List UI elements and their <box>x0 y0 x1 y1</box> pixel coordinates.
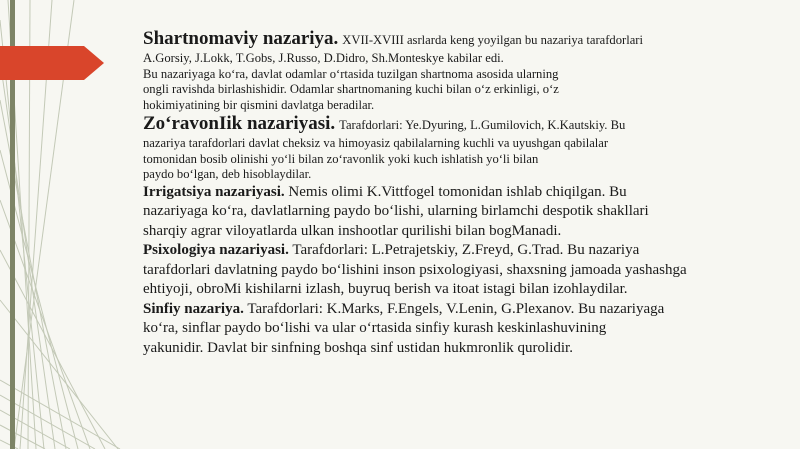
section-text: ongli ravishda birlashishidir. Odamlar shartnomaning kuchi bilan o‘z erkinligi, o‘z <box>143 82 559 96</box>
section-text: Tarafdorlari: Ye.Dyuring, L.Gumilovich, K.Kautskiy. Bu <box>339 118 626 132</box>
red-arrow-shape <box>0 46 104 80</box>
section-text: tomonidan bosib olinishi yo‘li bilan zo‘ravonlik yoki kuch ishlatish yo‘li bilan <box>143 151 539 166</box>
section-text: XVII-XVIII asrlarda keng yoyilgan bu nazariya tarafdorlari <box>342 33 643 47</box>
section-text: nazariya tarafdorlari davlat cheksiz va himoyasiz qabilalarning kuchli va uyushgan qabilalar <box>143 136 609 150</box>
section-text: sharqiy agrar viloyatlarda ulkan inshootlar qurilishi bilan bogManadi. <box>143 222 562 239</box>
section-text: ko‘ra, sinflar paydo bo‘lishi va ular o‘rtasida sinfiy kurash keskinlashuvining <box>143 320 607 336</box>
section-zoravonlik <box>143 113 773 183</box>
section-psixologiya <box>143 241 773 300</box>
section-text: paydo bo‘lgan, deb hisoblaydilar. <box>143 167 312 181</box>
section-title: Sinfiy nazariya. <box>143 300 244 317</box>
section-text: Tarafdorlari: K.Marks, F.Engels, V.Lenin, G.Plexanov. Bu nazariyaga <box>247 300 665 317</box>
section-title: Irrigatsiya nazariyasi. <box>143 183 285 200</box>
section-title: Zo‘ravonIik nazariyasi. <box>143 113 336 134</box>
section-sinfiy <box>143 300 773 359</box>
section-title: Psixologiya nazariyasi. <box>143 242 289 258</box>
section-text: tarafdorlari davlatning paydo bo‘lishini inson psixologiyasi, shaxsning jamoada yashashga <box>143 261 687 278</box>
section-irrigatsiya <box>143 183 773 242</box>
section-text: hokimiyatining bir qismini davlatga beradilar. <box>143 97 375 112</box>
section-text: Tarafdorlari: L.Petrajetskiy, Z.Freyd, G.Trad. Bu nazariya <box>292 242 640 258</box>
section-text: nazariyaga ko‘ra, davlatlarning paydo bo‘lishi, ularning birlamchi despotik shakllari <box>143 203 649 219</box>
section-text: yakunidir. Davlat bir sinfning boshqa sinf ustidan hukmronlik qurolidir. <box>143 339 573 356</box>
section-title: Shartnomaviy nazariya. <box>143 28 339 49</box>
section-text: Bu nazariyaga ko‘ra, davlat odamlar o‘rtasida tuzilgan shartnoma asosida ularning <box>143 66 559 81</box>
section-shartnomaviy <box>143 28 773 113</box>
section-text: A.Gorsiy, J.Lokk, T.Gobs, J.Russo, D.Didro, Sh.Monteskye kabilar edi. <box>143 51 504 65</box>
section-text: ehtiyoji, obroMi kishilarni izlash, buyruq berish va itoat istagi bilan izohlaydilar. <box>143 281 628 297</box>
section-text: Nemis olimi K.Vittfogel tomonidan ishlab chiqilgan. Bu <box>288 183 627 200</box>
slide-content <box>143 28 773 358</box>
